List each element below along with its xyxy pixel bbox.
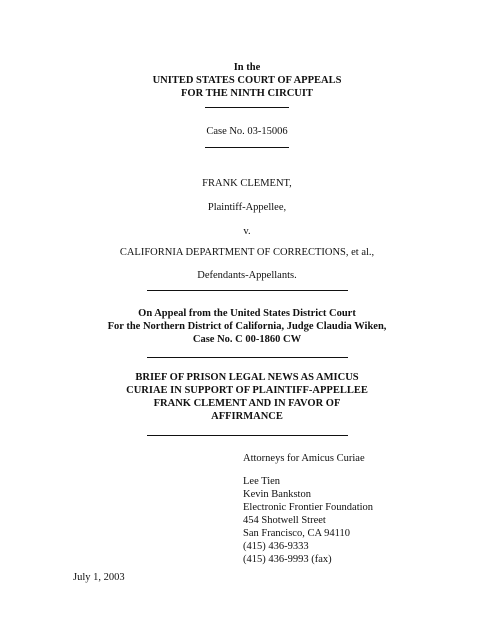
plaintiff-role: Plaintiff-Appellee,	[207, 202, 287, 213]
brief-title-line-1: BRIEF OF PRISON LEGAL NEWS AS AMICUS	[135, 372, 359, 383]
divider-rule	[205, 107, 289, 108]
case-number: Case No. 03-15006	[206, 126, 288, 137]
brief-title-line-4: AFFIRMANCE	[211, 411, 283, 422]
appeal-line-1: On Appeal from the United States District Court	[138, 308, 356, 319]
attorney-line: (415) 436-9333	[243, 541, 309, 552]
attorney-line: (415) 436-9993 (fax)	[243, 554, 332, 565]
attorney-line: Electronic Frontier Foundation	[243, 502, 374, 513]
attorney-line: Kevin Bankston	[243, 489, 311, 500]
court-name: UNITED STATES COURT OF APPEALS	[152, 75, 342, 86]
attorney-line: San Francisco, CA 94110	[243, 528, 350, 539]
plaintiff-name: FRANK CLEMENT,	[202, 178, 292, 189]
appeal-line-2: For the Northern District of California, Judge Claudia Wiken,	[107, 321, 387, 332]
attorneys-heading: Attorneys for Amicus Curiae	[243, 453, 365, 464]
divider-rule	[205, 147, 289, 148]
court-prefix: In the	[233, 62, 261, 73]
defendant-role: Defendants-Appellants.	[197, 270, 297, 281]
defendant-name: CALIFORNIA DEPARTMENT OF CORRECTIONS, et al.,	[119, 247, 375, 258]
appeal-line-3: Case No. C 00-1860 CW	[192, 334, 302, 345]
divider-rule	[147, 290, 348, 291]
court-circuit: FOR THE NINTH CIRCUIT	[181, 88, 313, 99]
attorney-line: 454 Shotwell Street	[243, 515, 326, 526]
divider-rule	[147, 357, 348, 358]
divider-rule	[147, 435, 348, 436]
versus: v.	[243, 226, 251, 237]
brief-title-line-3: FRANK CLEMENT AND IN FAVOR OF	[153, 398, 341, 409]
attorney-line: Lee Tien	[243, 476, 281, 487]
filing-date: July 1, 2003	[73, 572, 125, 583]
brief-title-line-2: CURIAE IN SUPPORT OF PLAINTIFF-APPELLEE	[126, 385, 368, 396]
